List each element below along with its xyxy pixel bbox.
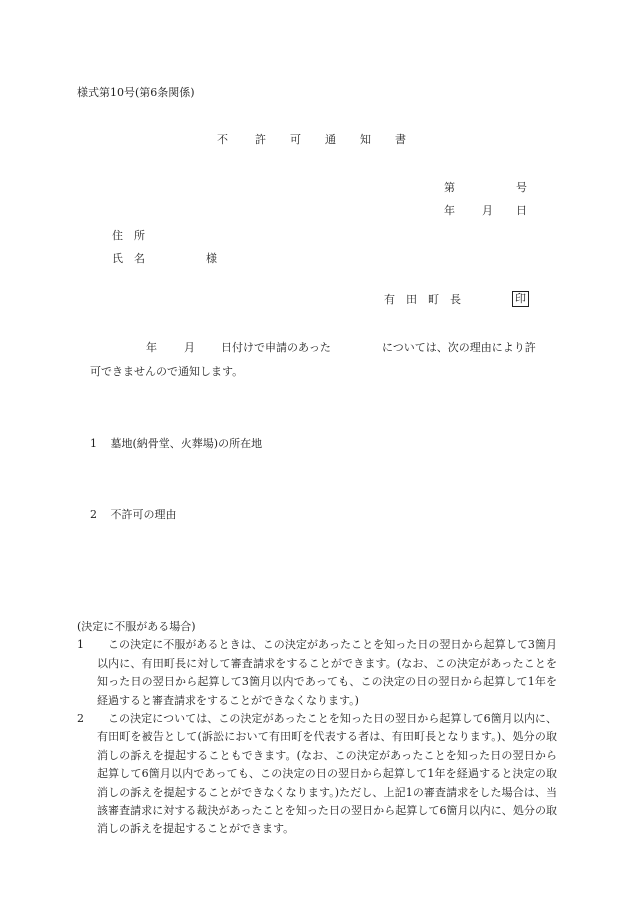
appeal-notice (77, 618, 557, 839)
entry-number: 2 (77, 712, 84, 726)
doc-number-prefix: 第 (444, 181, 455, 194)
appeal-heading: (決定に不服がある場合) (77, 620, 196, 633)
item-label: 不許可の理由 (110, 508, 177, 521)
item-number: 1 (90, 437, 97, 450)
appeal-entry (77, 710, 557, 839)
title-char: 書 (395, 133, 406, 146)
date-month: 月 (482, 204, 493, 217)
title-char: 知 (360, 133, 371, 146)
body-text: 日付けで申請のあった (221, 341, 331, 354)
body-tail: については、次の理由により許 (382, 341, 536, 354)
item-2 (90, 508, 177, 522)
doc-number-suffix: 号 (516, 181, 527, 194)
seal-char: 印 (512, 291, 529, 307)
entry-text: この決定に不服があるときは、この決定があったことを知った日の翌日から起算して3箇月以内に、有田町長に対して審査請求をすることができます。(なお、この決定があったことを知った日の翌日から起算して3箇月以内であっても、この決定の日の翌日から起算して1年を経過すると審査請求をすることができなくなります。) (97, 638, 557, 707)
name-label: 氏 名 (112, 252, 145, 265)
title-char: 許 (255, 133, 266, 146)
form-label: 様式第10号(第6条関係) (77, 86, 195, 99)
body-line2: 可できませんので通知します。 (90, 365, 244, 378)
title-char: 通 (325, 133, 336, 146)
item-1 (90, 437, 262, 451)
appeal-entry (77, 636, 557, 710)
honorific: 様 (206, 252, 217, 265)
title-char: 可 (290, 133, 301, 146)
item-label: 墓地(納骨堂、火葬場)の所在地 (110, 437, 263, 450)
entry-number: 1 (77, 638, 84, 652)
entry-text: この決定については、この決定があったことを知った日の翌日から起算して6箇月以内に、有田町を被告として(訴訟において有田町を代表する者は、有田町長となります。)、処分の取消しの訴えを提起することもできます。(なお、この決定があったことを知った日の翌日から起算して6箇月以内であっても、この決定の日の翌日から起算して1年を経過すると決定の取消しの訴えを提起することができなくなります。)ただし、上記1の審査請求をした場合は、当該審査請求に対する裁決があったことを知った日の翌日から起算して6箇月以内に、処分の取消しの訴えを提起することができます。 (97, 712, 557, 836)
issuer-title: 有 田 町 長 (384, 293, 461, 306)
body-month: 月 (184, 341, 195, 354)
item-number: 2 (90, 508, 97, 521)
title-char: 不 (217, 133, 228, 146)
seal-mark (512, 291, 529, 307)
body-year: 年 (146, 341, 157, 354)
address-label: 住 所 (112, 229, 145, 242)
date-day: 日 (516, 204, 527, 217)
date-year: 年 (444, 204, 455, 217)
